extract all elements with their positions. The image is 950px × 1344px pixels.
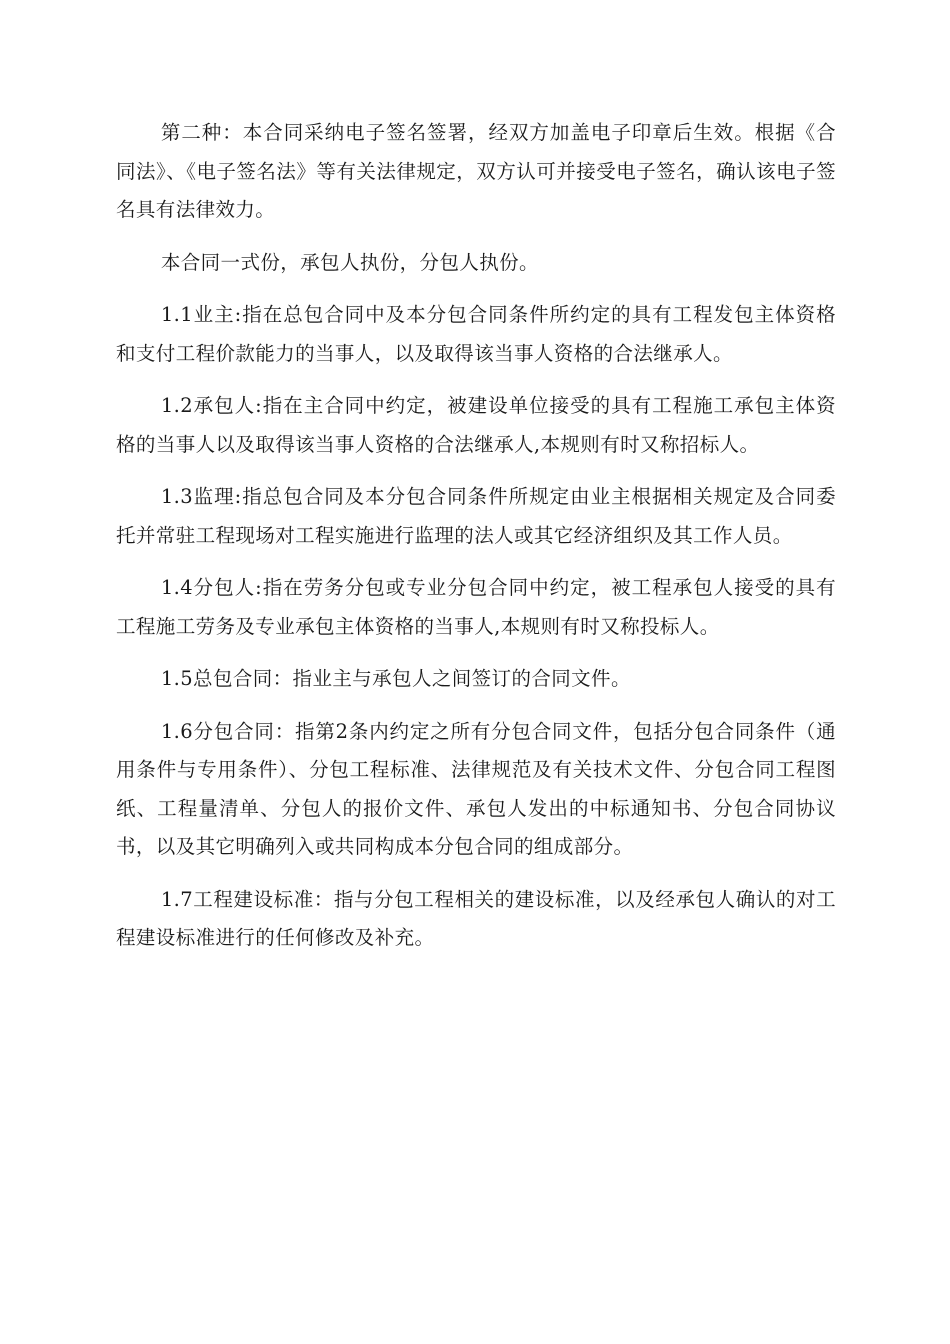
paragraph-electronic-signature: 第二种：本合同采纳电子签名签署，经双方加盖电子印章后生效。根据《合同法》、《电子签名法》等有关法律规定，双方认可并接受电子签名，确认该电子签名具有法律效力。: [116, 121, 836, 221]
paragraph-definition-subcontract: 1.6分包合同：指第2条内约定之所有分包合同文件，包括分包合同条件（通用条件与专用条件）、分包工程标准、法律规范及有关技术文件、分包合同工程图纸、工程量清单、分包人的报价文件、承包人发出的中标通知书、分包合同协议书，以及其它明确列入或共同构成本分包合同的组成部分。: [116, 719, 836, 858]
document-body: [116, 114, 836, 972]
paragraph-definition-general-contract: 1.5总包合同：指业主与承包人之间签订的合同文件。: [160, 667, 631, 690]
paragraph-definition-contractor: 1.2承包人:指在主合同中约定，被建设单位接受的具有工程施工承包主体资格的当事人以及取得该当事人资格的合法继承人,本规则有时又称招标人。: [116, 394, 836, 456]
paragraph-definition-owner: 1.1业主:指在总包合同中及本分包合同条件所约定的具有工程发包主体资格和支付工程价款能力的当事人，以及取得该当事人资格的合法继承人。: [116, 303, 836, 365]
paragraph-definition-supervisor: 1.3监理:指总包合同及本分包合同条件所规定由业主根据相关规定及合同委托并常驻工程现场对工程实施进行监理的法人或其它经济组织及其工作人员。: [116, 485, 836, 547]
paragraph-definition-construction-standard: 1.7工程建设标准：指与分包工程相关的建设标准，以及经承包人确认的对工程建设标准进行的任何修改及补充。: [116, 887, 836, 949]
paragraph-definition-subcontractor: 1.4分包人:指在劳务分包或专业分包合同中约定，被工程承包人接受的具有工程施工劳务及专业承包主体资格的当事人,本规则有时又称投标人。: [116, 576, 836, 638]
paragraph-copies: 本合同一式份，承包人执份，分包人执份。: [160, 250, 539, 274]
